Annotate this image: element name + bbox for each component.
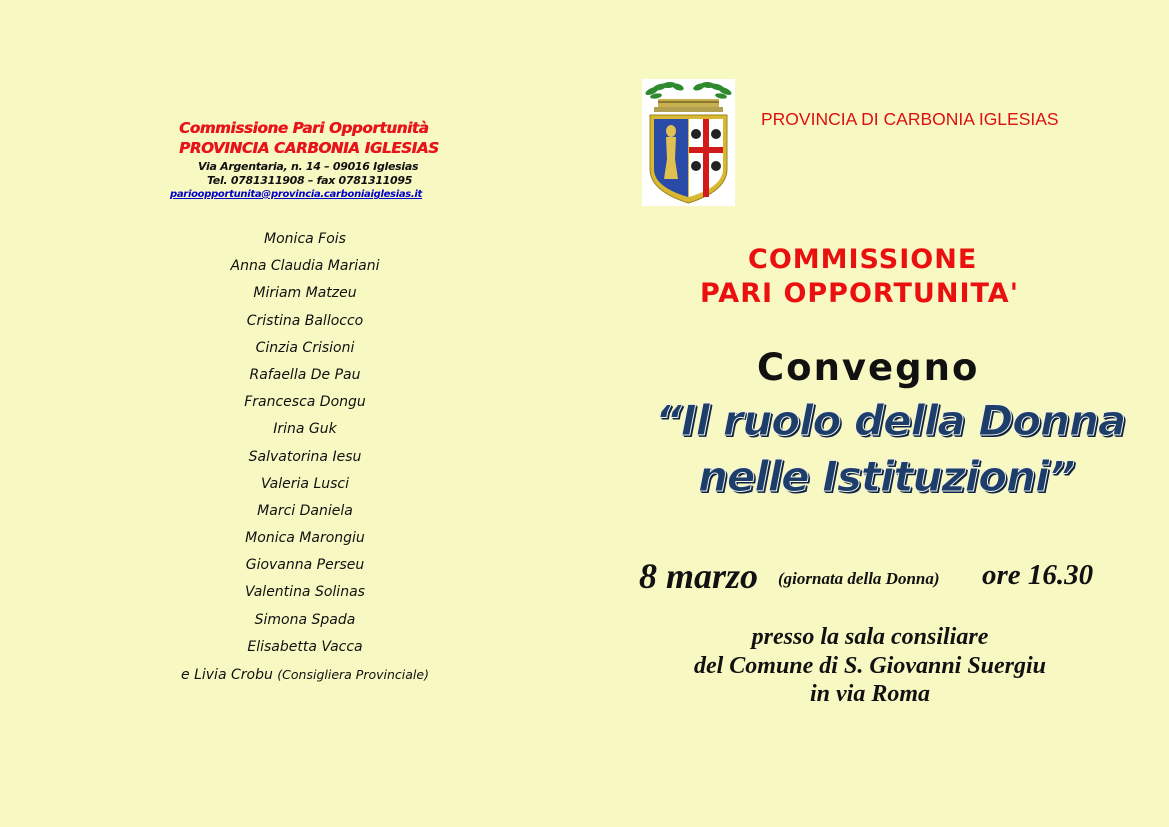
province-coat-of-arms-icon <box>642 79 735 206</box>
event-type: Convegno <box>757 346 980 389</box>
event-date-note: (giornata della Donna) <box>778 569 940 588</box>
commission-name: Commissione Pari Opportunità <box>179 119 429 137</box>
email-link[interactable]: parioopportunita@provincia.carboniaiglesias.it <box>170 189 423 200</box>
event-date: 8 marzo <box>639 556 759 596</box>
list-item: Rafaella De Pau <box>249 366 361 383</box>
list-item: Francesca Dongu <box>244 394 366 411</box>
list-item: Giovanna Perseu <box>245 557 365 574</box>
list-item: Valeria Lusci <box>261 475 349 492</box>
list-item: Simona Spada <box>254 611 356 628</box>
address-line: Via Argentaria, n. 14 – 09016 Iglesias <box>198 160 419 173</box>
list-item: Salvatorina Iesu <box>248 448 362 465</box>
province-name-left: PROVINCIA CARBONIA IGLESIAS <box>179 139 439 157</box>
list-item: Irina Guk <box>273 421 337 438</box>
last-member-name: e Livia Crobu <box>181 667 273 683</box>
list-item: Marci Daniela <box>257 502 353 519</box>
member-list <box>150 229 460 691</box>
list-item: Cinzia Crisioni <box>255 339 355 356</box>
province-title: PROVINCIA DI CARBONIA IGLESIAS <box>761 109 1059 129</box>
list-item: Cristina Ballocco <box>246 312 364 329</box>
venue-line2: del Comune di S. Giovanni Suergiu <box>693 653 1047 679</box>
list-item: Miriam Matzeu <box>253 285 357 302</box>
event-time: ore 16.30 <box>982 559 1094 591</box>
event-title-line2: nelle Istituzioni” <box>698 452 1075 501</box>
venue-line1: presso la sala consiliare <box>751 624 989 650</box>
list-item: Elisabetta Vacca <box>247 638 363 655</box>
commission-heading-line1: COMMISSIONE <box>748 244 978 275</box>
list-item-last <box>150 664 460 691</box>
event-title-line1: “Il ruolo della Donna <box>655 396 1126 445</box>
phone-line: Tel. 0781311908 – fax 0781311095 <box>207 174 413 187</box>
venue-line3: in via Roma <box>809 681 930 707</box>
list-item: Valentina Solinas <box>245 584 365 601</box>
list-item: Anna Claudia Mariani <box>230 258 380 275</box>
commission-heading-line2: PARI OPPORTUNITA' <box>700 278 1019 309</box>
last-member-note: (Consigliera Provinciale) <box>277 667 429 682</box>
list-item: Monica Marongiu <box>245 530 365 547</box>
list-item: Monica Fois <box>264 231 346 247</box>
